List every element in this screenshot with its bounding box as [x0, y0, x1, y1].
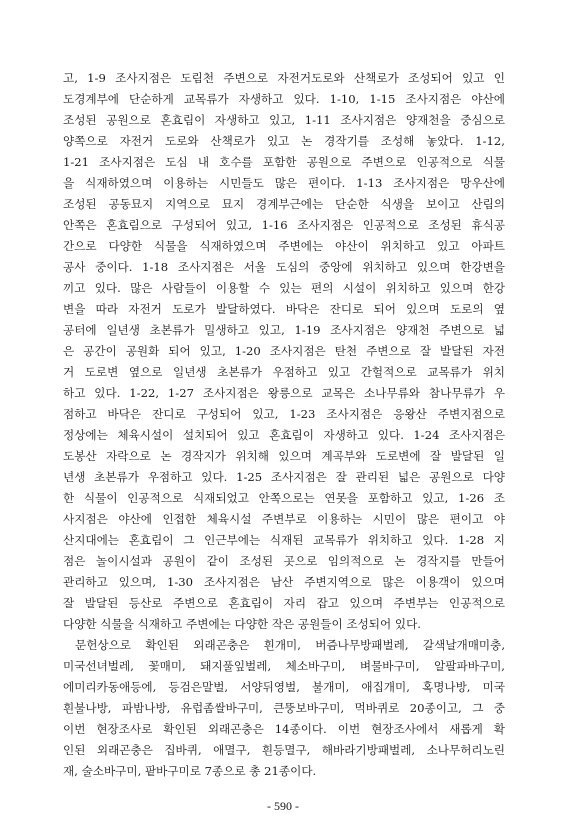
paragraph-alien-insects	[63, 635, 505, 782]
text-line: 에미리카동애등에, 등검은말벌, 서양뒤영벌, 불개미, 애집개미, 혹명나방, 미국	[63, 680, 505, 694]
page-number: - 590 -	[267, 799, 299, 813]
text-line: 간으로 다양한 식물을 식재하였으며 주변에는 야산이 위치하고 있고 아파트	[63, 239, 505, 253]
text-line: 관리하고 있으며, 1-30 조사지점은 남산 주변지역으로 많은 이용객이 있으며	[63, 575, 505, 589]
paragraph-sites	[63, 68, 505, 635]
text-line: 도경계부에 단순하게 교목류가 자생하고 있다. 1-10, 1-15 조사지점은 야산에	[63, 92, 505, 106]
text-line: 문헌상으로 확인된 외래곤충은 흰개미, 버즘나무방패벌레, 갈색날개매미충,	[75, 638, 505, 652]
text-line: 도봉산 자락으로 논 경작지가 위치해 있으며 계곡부와 도로변에 잘 발달된 일	[63, 449, 505, 463]
text-line: 흰불나방, 파밤나방, 유럽좀쌀바구미, 큰뚱보바구미, 먹바퀴로 20종이고, 그 중	[63, 701, 505, 715]
text-line: 한 식물이 인공적으로 식재되었고 안쪽으로는 연못을 포함하고 있고, 1-26 조	[63, 491, 505, 505]
text-line: 거 도로변 옆으로 일년생 초본류가 우점하고 있고 간헐적으로 교목류가 위치	[63, 365, 505, 379]
text-line: 사지점은 야산에 인접한 체육시설 주변부로 이용하는 시민이 많은 편이고 야	[63, 512, 505, 526]
text-line: 공터에 일년생 초본류가 밀생하고 있고, 1-19 조사지점은 양재천 주변으로 넓	[63, 323, 505, 337]
text-line: 은 공간이 공원화 되어 있고, 1-20 조사지점은 탄천 주변으로 잘 발달된 자전	[63, 344, 505, 358]
text-line: 공사 중이다. 1-18 조사지점은 서울 도심의 중앙에 위치하고 있으며 한강변을	[63, 260, 505, 274]
text-line: 변을 따라 자전거 도로가 발달하였다. 바닥은 잔디로 되어 있으며 도로의 옆	[63, 302, 505, 316]
text-line: 재, 술소바구미, 팥바구미로 7종으로 총 21종이다.	[63, 764, 317, 778]
text-line: 안쪽은 혼효림으로 구성되어 있고, 1-16 조사지점은 인공적으로 조성된 휴식공	[63, 218, 505, 232]
text-line: 조성된 공동묘지 지역으로 묘지 경계부근에는 단순한 식생을 보이고 산림의	[63, 197, 505, 211]
text-line: 다양한 식물을 식재하고 주변에는 다양한 작은 공원들이 조성되어 있다.	[63, 617, 421, 631]
text-line: 년생 초본류가 우점하고 있다. 1-25 조사지점은 잘 관리된 넓은 공원으로 다양	[63, 470, 505, 484]
text-line: 1-21 조사지점은 도심 내 호수를 포함한 공원으로 주변으로 인공적으로 식물	[63, 155, 505, 169]
text-line: 이번 현장조사로 확인된 외래곤충은 14종이다. 이번 현장조사에서 새롭게 확	[63, 722, 505, 736]
text-line: 을 식재하였으며 이용하는 시민들도 많은 편이다. 1-13 조사지점은 망우산에	[63, 176, 505, 190]
document-body	[63, 68, 505, 782]
text-line: 점하고 바닥은 잔디로 구성되어 있고, 1-23 조사지점은 응왕산 주변지점으로	[63, 407, 505, 421]
text-line: 고, 1-9 조사지점은 도림천 주변으로 자전거도로와 산책로가 조성되어 있고 인	[63, 71, 505, 85]
text-line: 산지대에는 혼효림이 그 인근부에는 식재된 교목류가 위치하고 있다. 1-28 지	[63, 533, 505, 547]
text-line: 양쪽으로 자전거 도로와 산책로가 있고 논 경작기를 조성해 놓았다. 1-12,	[63, 134, 505, 148]
text-line: 조성된 공원으로 혼효림이 자생하고 있고, 1-11 조사지점은 양재천을 중심으로	[63, 113, 505, 127]
text-line: 끼고 있다. 많은 사람들이 이용할 수 있는 편의 시설이 위치하고 있으며 한강	[63, 281, 505, 295]
text-line: 정상에는 체육시설이 설치되어 있고 혼효림이 자생하고 있다. 1-24 조사지점은	[63, 428, 505, 442]
text-line: 인된 외래곤충은 집바퀴, 애멸구, 흰등멸구, 해바라기방패벌레, 소나무허리노린	[63, 743, 505, 757]
text-line: 하고 있다. 1-22, 1-27 조사지점은 왕릉으로 교목은 소나무류와 참나무류가 우	[63, 386, 505, 400]
text-line: 잘 발달된 등산로 주변으로 혼효림이 자리 잡고 있으며 주변부는 인공적으로	[63, 596, 505, 610]
text-line: 미국선녀벌레, 꽃매미, 돼지풀잎벌레, 체소바구미, 벼물바구미, 알팔파바구미,	[63, 659, 505, 673]
text-line: 점은 놀이시설과 공원이 같이 조성된 곳으로 임의적으로 논 경작지를 만들어	[63, 554, 505, 568]
